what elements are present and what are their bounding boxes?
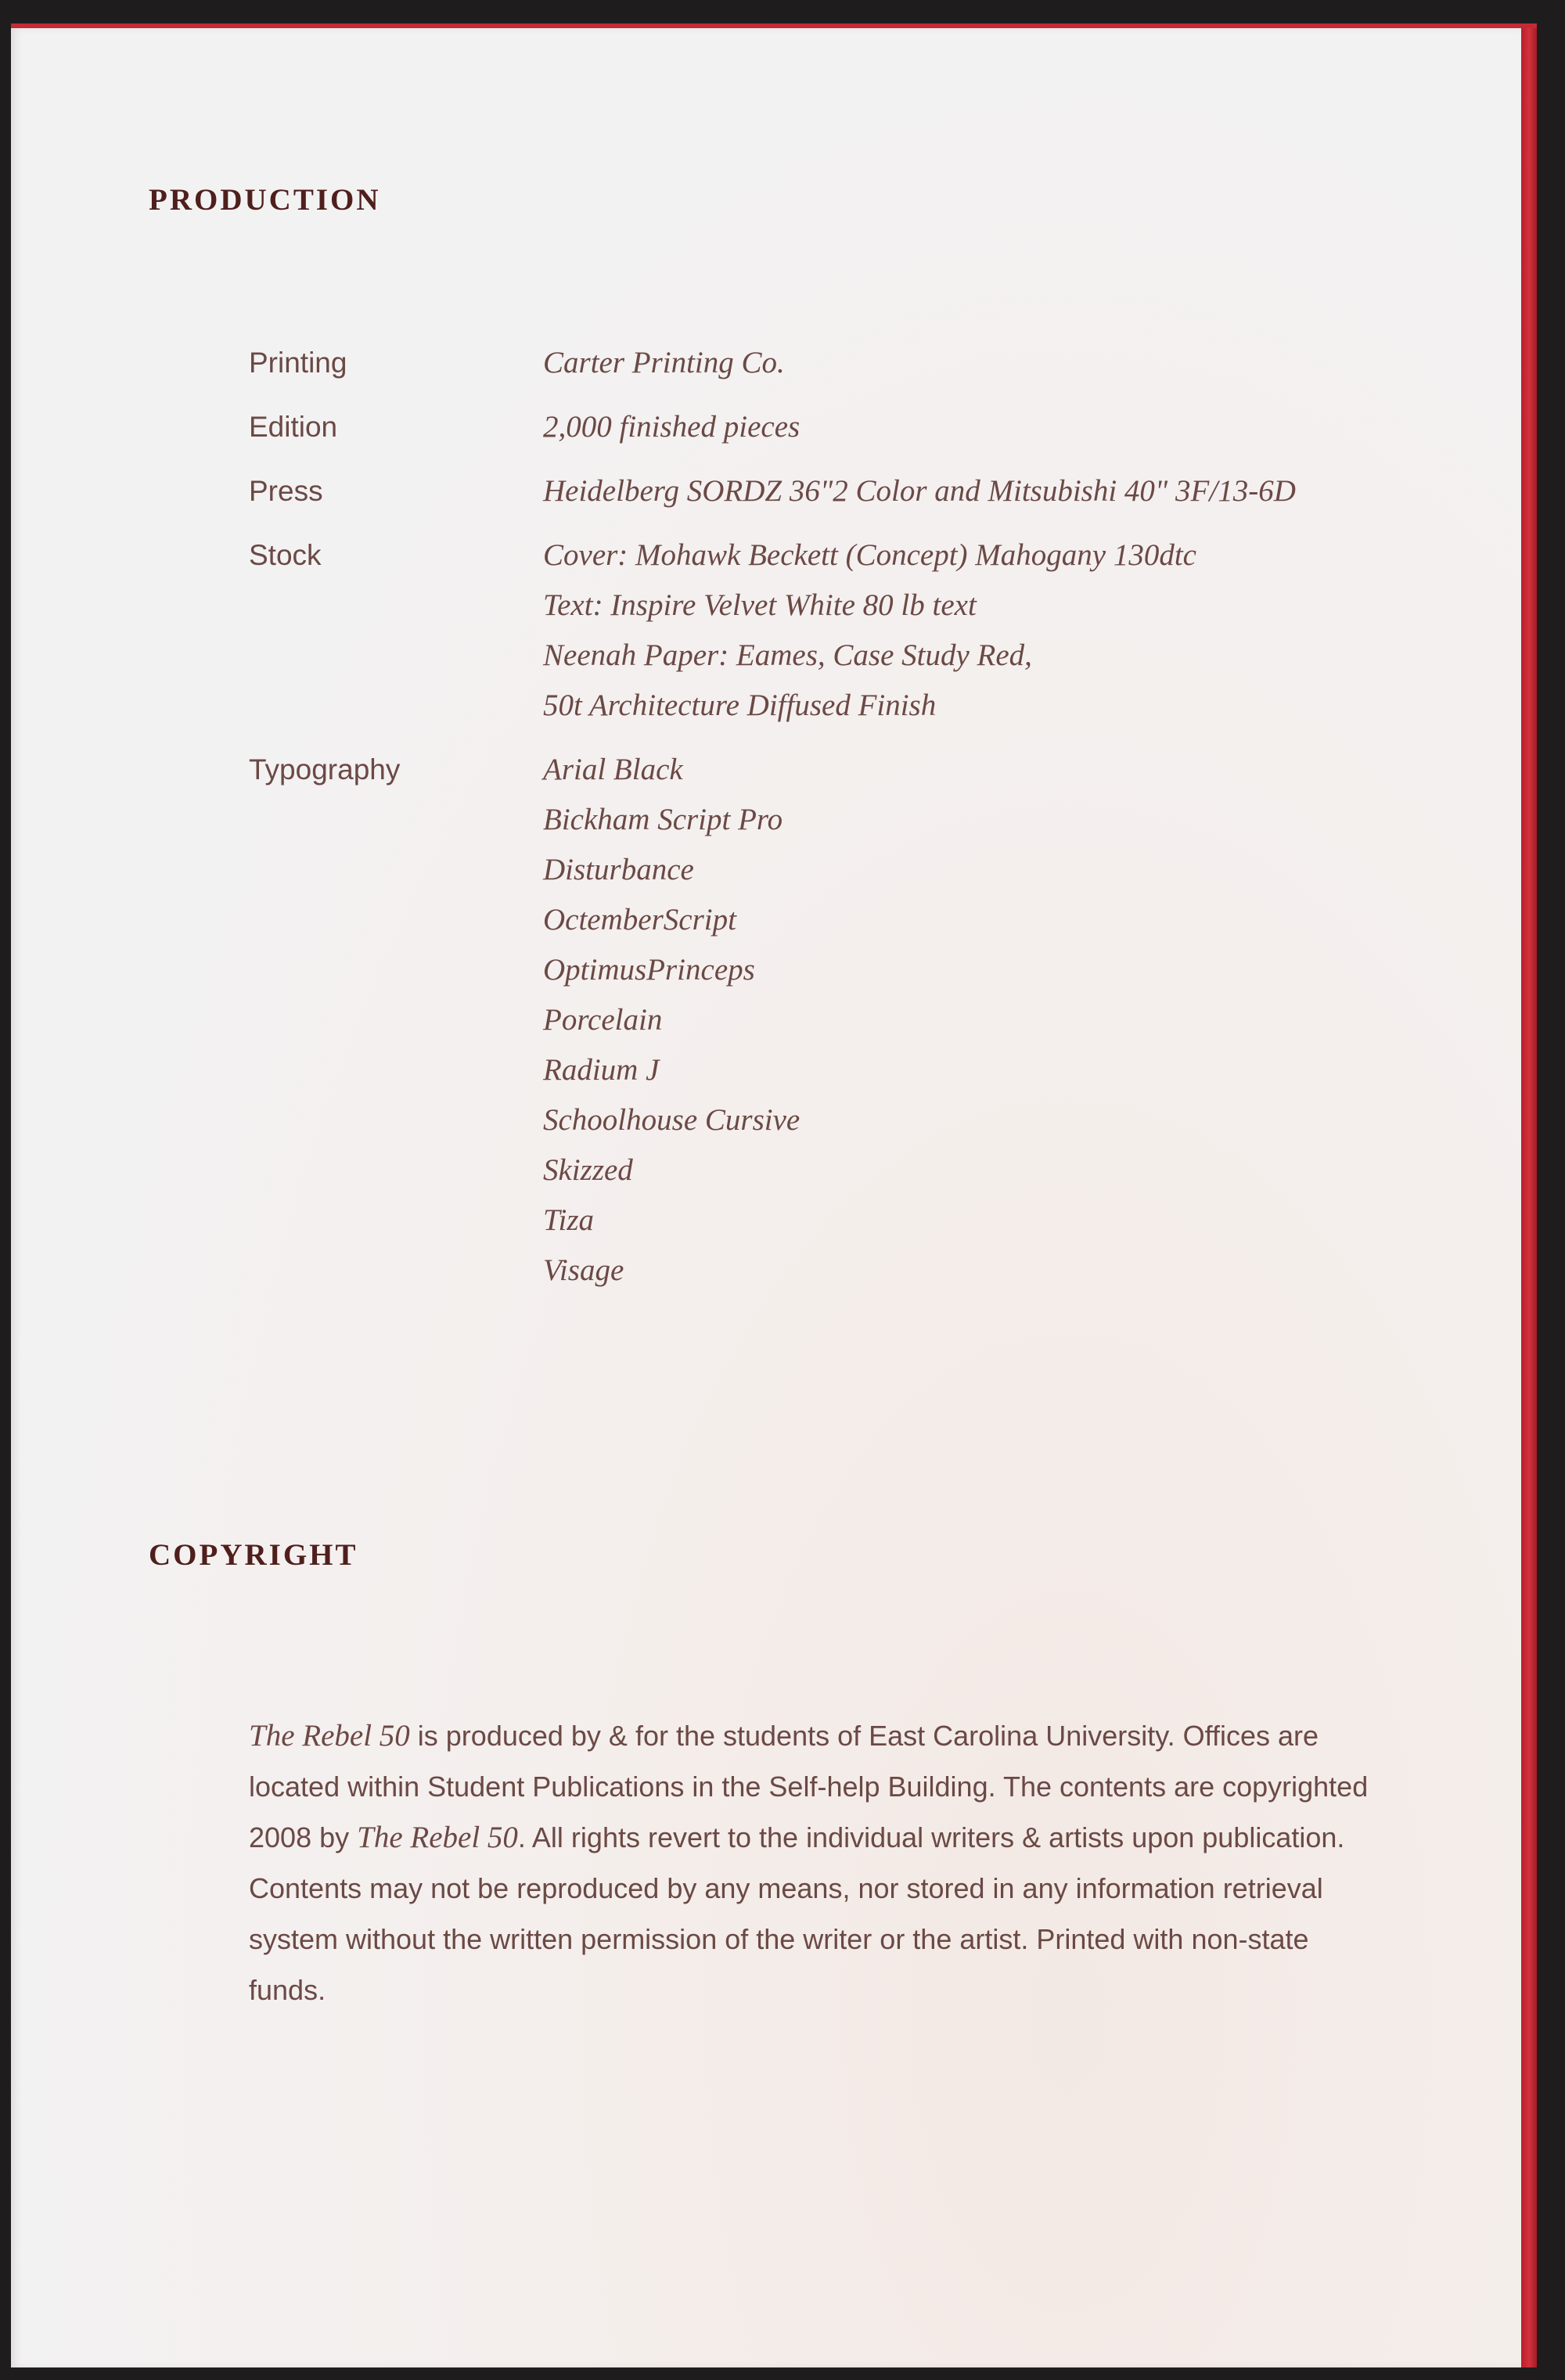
spec-label: Printing [249, 347, 347, 379]
spec-value: Porcelain [543, 1003, 663, 1037]
spec-value: Disturbance [543, 853, 694, 886]
spec-value: OctemberScript [543, 903, 736, 937]
spec-value: Bickham Script Pro [543, 803, 783, 836]
spec-value: Schoolhouse Cursive [543, 1103, 800, 1137]
copyright-text-part: . All rights revert to the individual writers & artists upon publication. Contents may not be reproduced by any means, nor stored in any information retrieval system without the written permission of the writer or the artist. Printed with non-state funds. [249, 1821, 1345, 2006]
copyright-text-part: is produced by & for the students of East Carolina University. Offices are located within Student Publications in the Self-help Building. The contents are copyrighted 2008 by [249, 1720, 1369, 1853]
spec-value: Visage [543, 1253, 624, 1287]
spec-row-edition [249, 402, 1423, 452]
production-spec-list [249, 338, 1423, 1310]
spec-row-printing [249, 338, 1423, 388]
spec-row-press [249, 466, 1423, 516]
spec-value: Cover: Mohawk Beckett (Concept) Mahogany 130dtc [543, 538, 1196, 572]
cover-right-edge [1521, 28, 1537, 2367]
spec-values [543, 745, 1423, 1296]
spec-value: Radium J [543, 1053, 660, 1087]
spec-value: Arial Black [543, 753, 683, 786]
spec-value: 50t Architecture Diffused Finish [543, 688, 937, 722]
spec-values [543, 402, 1423, 452]
spec-value: Neenah Paper: Eames, Case Study Red, [543, 638, 1032, 672]
spec-values [543, 338, 1423, 388]
spec-label: Edition [249, 411, 338, 443]
publication-title: The Rebel 50 [249, 1719, 410, 1753]
spec-row-typography [249, 745, 1423, 1296]
spec-label: Press [249, 475, 323, 507]
spec-value: Text: Inspire Velvet White 80 lb text [543, 588, 977, 622]
publication-title: The Rebel 50 [357, 1821, 518, 1854]
spec-value: Heidelberg SORDZ 36"2 Color and Mitsubishi 40" 3F/13-6D [543, 474, 1296, 508]
spec-value: Tiza [543, 1203, 595, 1237]
copyright-heading: copyright [149, 1526, 358, 1575]
spec-value: 2,000 finished pieces [543, 410, 800, 444]
spec-value: Carter Printing Co. [543, 346, 785, 379]
spec-values [543, 530, 1423, 731]
copyright-paragraph [249, 1710, 1376, 2015]
spec-values [543, 466, 1423, 516]
spec-value: OptimusPrinceps [543, 953, 755, 987]
spec-row-stock [249, 530, 1423, 731]
spec-label: Typography [249, 753, 401, 786]
spec-value: Skizzed [543, 1153, 633, 1187]
spec-label: Stock [249, 539, 322, 571]
production-heading: production [149, 171, 381, 220]
